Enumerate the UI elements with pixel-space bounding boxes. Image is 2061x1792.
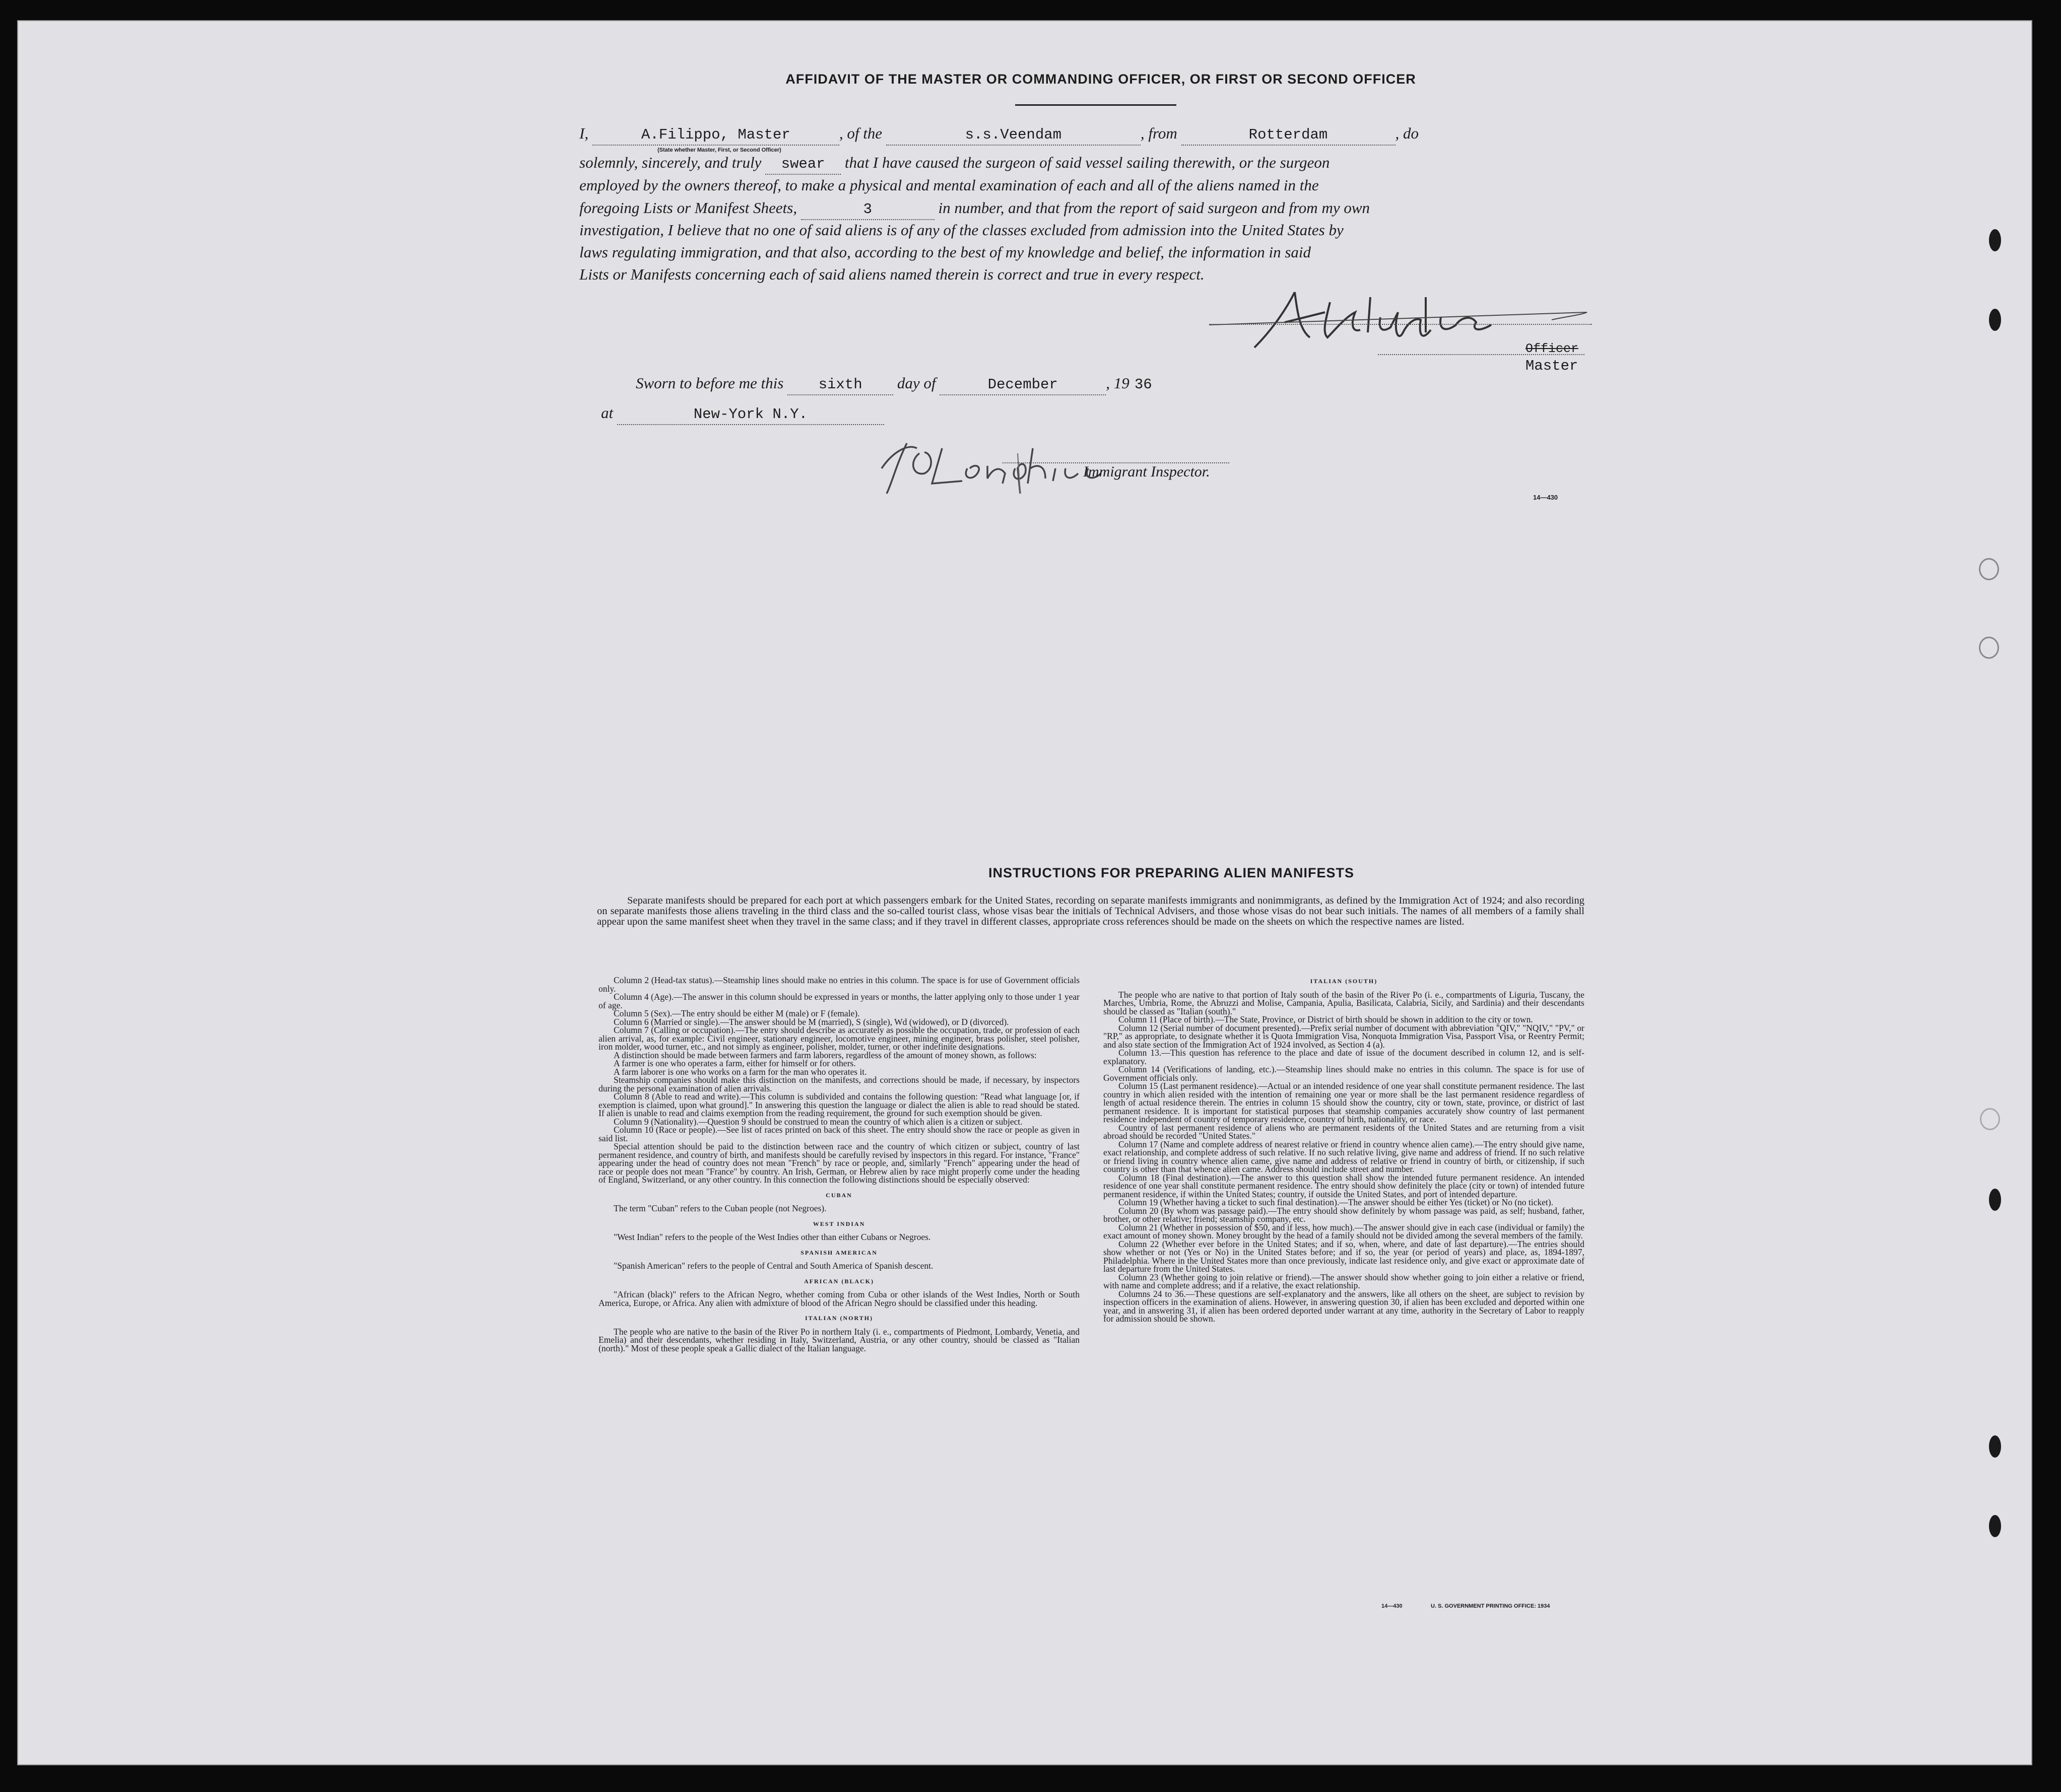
section-heading: AFRICAN (BLACK) [804,1277,874,1285]
form-number: 14—430 [1533,494,1558,501]
footer-form-number: 14—430 [1381,1603,1403,1609]
punch-hole [1989,1515,2001,1537]
inspector-label: Immigrant Inspector. [1083,463,1210,480]
instruction-paragraph: The people who are native to that portion of Italy south of the basin of the River Po (i. e., compartments of Liguria, Tuscany, the Marches, Umbria, Rome, the Abruzzi and Molise, Campania, Apulia, Basilicata, Calabria, Sicily, and Sardinia) and their descendants should be classed as "Italian (south)." [1103,989,1584,1016]
instruction-paragraph: The people who are native to the basin of the River Po in northern Italy (i. e., compartments of Piedmont, Lombardy, Venetia, and Emelia) and their descendants, whether residing in Italy, Switzerland, Austria, or any other country, should be classed as "Italian (north)." Most of these people speak a Gallic dialect of the Italian language. [599,1326,1080,1353]
instruction-paragraph: Column 23 (Whether going to join relative or friend).—The answer should show whether going to join either a relative or friend, with name and complete address; and if a relative, the exact relationship. [1103,1272,1584,1290]
instruction-paragraph: Country of last permanent residence of aliens who are permanent residents of the United States and are returning from a visit abroad should be recorded "United States." [1103,1122,1584,1141]
instruction-paragraph: Column 10 (Race or people).—See list of races printed on back of this sheet. The entry should show the race or people as given in said list. [599,1125,1080,1143]
punch-hole [1980,1108,2000,1130]
printer-imprint: U. S. GOVERNMENT PRINTING OFFICE: 1934 [1431,1603,1550,1609]
section-heading: SPANISH AMERICAN [801,1249,878,1256]
title-rule [1015,104,1176,106]
instructions-right-column [1103,977,1584,1602]
affidavit-line-6: laws regulating immigration, and that also, according to the best of my knowledge and belief, the information in said [579,243,1311,261]
affidavit-line-5: investigation, I believe that no one of said aliens is of any of the classes excluded from admission into the United States by [579,221,1344,239]
instruction-paragraph: Column 13.—This question has reference to the place and date of issue of the document described in column 12, and is self-explanatory. [1103,1048,1584,1066]
section-heading: ITALIAN (NORTH) [805,1315,874,1322]
punch-hole [1989,1435,2001,1458]
punch-hole [1979,558,1999,580]
place-field: New-York N.Y. [617,406,884,425]
officer-note: (State whether Master, First, or Second Officer) [657,147,781,153]
instruction-paragraph: Column 18 (Final destination).—The answer to this question shall show the intended future permanent residence. An intended residence of one year shall constitute permanent residence. The entry should show definitely the place (city or town) of intended future permanent residence, if within the United States; country, if outside the United States, and port of intended departure. [1103,1172,1584,1199]
punch-hole [1989,309,2001,331]
section-heading: CUBAN [826,1191,852,1199]
affidavit-title: AFFIDAVIT OF THE MASTER OR COMMANDING OFFICER, OR FIRST OR SECOND OFFICER [785,72,1416,87]
port-field: Rotterdam [1181,126,1395,146]
instruction-paragraph: "Spanish American" refers to the people of Central and South America of Spanish descent. [614,1261,934,1271]
affidavit-line-7: Lists or Manifests concerning each of said aliens named therein is correct and true in every respect. [579,265,1205,283]
affidavit-line-3: employed by the owners thereof, to make a physical and mental examination of each and all of the aliens named in the [579,176,1319,194]
instruction-paragraph: A farmer is one who operates a farm, either for himself or for others. [614,1058,856,1068]
instruction-paragraph: Column 19 (Whether having a ticket to such final destination).—The answer should be either Yes (ticket) or No (no ticket). [1118,1197,1554,1207]
instruction-paragraph: "African (black)" refers to the African Negro, whether coming from Cuba or other islands of the West Indies, North or South America, Europe, or Africa. Any alien with admixture of blood of the African Negro should be classified under this heading. [599,1289,1080,1308]
instruction-paragraph: Column 12 (Serial number of document presented).—Prefix serial number of document with abbreviation "QIV," "NQIV," "PV," or "RP," as appropriate, to designate whether it is Quota Immigration Visa, Nonquota Immigration Visa, Passport Visa, or Reentry Permit; and also state section of the Immigration Act of 1924 involved, as Section 4 (a). [1103,1022,1584,1050]
instruction-paragraph: Special attention should be paid to the distinction between race and the country of which citizen or subject, country of last permanent residence, and country of birth, and manifests should be carefully revised by inspectors in this regard. For instance, "France" appearing under the head of country does not mean "French" by race or people, and, similarly "French" appearing under the head of race or people does not mean "France" by country. An Irish, German, or Hebrew alien by race might properly come under the heading of England, Switzerland, or any other country. In this connection the following distinctions should be especially observed: [599,1141,1080,1185]
instruction-paragraph: Column 4 (Age).—The answer in this column should be expressed in years or months, the latter applying only to those under 1 year of age. [599,992,1080,1010]
sworn-line: Sworn to before me this sixth day of December , 19 36 [636,373,1391,403]
instruction-paragraph: Column 22 (Whether ever before in the United States; and if so, when, where, and date of last departure).—The entries should show whether or not (Yes or No) in the United States before; and if so, the year (or period of years) and place, as, 1894-1897, Philadelphia. Where in the United States more than once previously, indicate last residence only, and give exact or approximate date of last departure from the United States. [1103,1238,1584,1274]
instruction-paragraph: Column 9 (Nationality).—Question 9 should be construed to mean the country of which alien is a citizen or subject. [614,1116,1023,1127]
vessel-field: s.s.Veendam [886,126,1141,146]
affidavit-line-1: I, A.Filippo, Master , of the s.s.Veendam , from Rotterdam , do [579,123,1673,154]
instruction-paragraph: Column 14 (Verifications of landing, etc.).—Steamship lines should make no entries in this column. The space is for use of Government officials only. [1103,1064,1584,1083]
instruction-paragraph: Column 7 (Calling or occupation).—The entry should describe as accurately as possible the occupation, trade, or profession of each alien arrival, as, for example: Civil engineer, stationary engineer, locomotive engineer, mining engineer, brass polisher, steel polisher, iron molder, wood turner, etc., and not simply as engineer, polisher, molder, turner, or other indefinite designations. [599,1025,1080,1052]
section-heading: ITALIAN (SOUTH) [1310,978,1378,985]
oath-field: swear [765,156,841,175]
punch-hole [1989,1189,2001,1211]
punch-hole [1989,229,2001,251]
affidavit-line-4: foregoing Lists or Manifest Sheets, 3 in number, and that from the report of said surgeon and from my own [579,198,1673,228]
instructions-title: INSTRUCTIONS FOR PREPARING ALIEN MANIFESTS [988,865,1355,880]
instruction-paragraph: A farm laborer is one who works on a farm for the man who operates it. [614,1066,867,1077]
officer-name-field: A.Filippo, Master [592,126,839,146]
instruction-paragraph: Columns 24 to 36.—These questions are self-explanatory and the answers, like all others on the sheet, are subject to revision by inspection officers in the examination of aliens. However, in answering question 30, if alien has been excluded and deported within one year, and in answering 31, if alien has been ordered deported under warrant at any time, authority in the Secretary of Labor to reapply for admission should be shown. [1103,1288,1584,1324]
instruction-paragraph: Column 21 (Whether in possession of $50, and if less, how much).—The answer should give in each case (individual or family) the exact amount of money shown. Money brought by the head of a family should not be divided among the several members of the family. [1103,1222,1584,1240]
year-field: 36 [1134,376,1152,393]
instruction-paragraph: A distinction should be made between farmers and farm laborers, regardless of the amount of money shown, as follows: [614,1050,1037,1060]
day-field: sixth [787,376,893,395]
month-field: December [940,376,1106,395]
master-signature-line [1209,324,1592,325]
instructions-intro: Separate manifests should be prepared for each port at which passengers embark for the United States, recording on separate manifests immigrants and nonimmigrants, as defined by the Immigration Act of 1924; and also recording on separate manifests those aliens traveling in the third class and the so-called tourist class, whose visas bear the initials of Technical Advisers, and those whose visas do not bear such initials. The names of all members of a family shall appear upon the same manifest sheet when they travel in the same class; and if they travel in different classes, appropriate cross references should be made on the sheets on which the respective names are listed. [597,895,1584,927]
instructions-left-column [599,976,1080,1616]
instruction-paragraph: Column 8 (Able to read and write).—This column is subdivided and contains the following question: "Read what language [or, if exemption is claimed, upon what ground]." In answering this question the language or dialect the alien is able to read should be stated. If alien is unable to read and claims exemption from the reading requirement, the ground for such exemption should be given. [599,1091,1080,1118]
instruction-paragraph: "West Indian" refers to the people of the West Indies other than either Cubans or Negroes. [614,1232,931,1242]
instruction-paragraph: The term "Cuban" refers to the Cuban people (not Negroes). [614,1203,827,1213]
affidavit-line-2: solemnly, sincerely, and truly swear that I have caused the surgeon of said vessel sailing therewith, or the surgeon [579,153,1673,183]
instruction-paragraph: Column 11 (Place of birth).—The State, Province, or District of birth should be shown in addition to the city or town. [1118,1014,1533,1024]
instruction-paragraph: Column 5 (Sex).—The entry should be either M (male) or F (female). [614,1008,860,1018]
instruction-paragraph: Column 2 (Head-tax status).—Steamship lines should make no entries in this column. The space is for use of Government officials only. [599,976,1080,994]
section-heading: WEST INDIAN [813,1220,866,1227]
instruction-paragraph: Column 20 (By whom was passage paid).—The entry should show definitely by whom passage was paid, as self; husband, father, brother, or other relative; friend; steamship company, etc. [1103,1205,1584,1224]
instruction-paragraph: Column 15 (Last permanent residence).—Actual or an intended residence of one year shall constitute permanent residence. The last country in which alien resided with the intention of remaining one year or more shall be the last permanent residence regardless of length of actual residence therein. The entries in column 15 should show the country, city or town, state, province, or district of last permanent residence. It is important for statistical purposes that steamship companies accurately show country of last permanent residence independent of country of temporary residence, country of birth, nationality, or race. [1103,1081,1584,1124]
instruction-paragraph: Column 17 (Name and complete address of nearest relative or friend in country whence alien came).—The entry should give name, exact relationship, and complete address of such relative. If no such relative living, give name and address of friend. If no such relative or friend living in country whence alien came, give name and address of relative or friend in country of birth, or citizenship, if such country is other than that whence alien came. Address should include street and number. [1103,1139,1584,1174]
instruction-paragraph: Column 6 (Married or single).—The answer should be M (married), S (single), Wd (widowed), or D (divorced). [614,1016,1009,1027]
instruction-paragraph: Steamship companies should make this distinction on the manifests, and corrections should be made, if necessary, by inspectors during the personal examination of alien arrivals. [599,1075,1080,1093]
struck-officer-title: Officer [1525,341,1579,356]
punch-hole [1979,637,1999,659]
signer-title: Master [1525,358,1578,374]
place-line: at New-York N.Y. [601,403,1004,433]
sheet-count-field: 3 [801,201,935,220]
